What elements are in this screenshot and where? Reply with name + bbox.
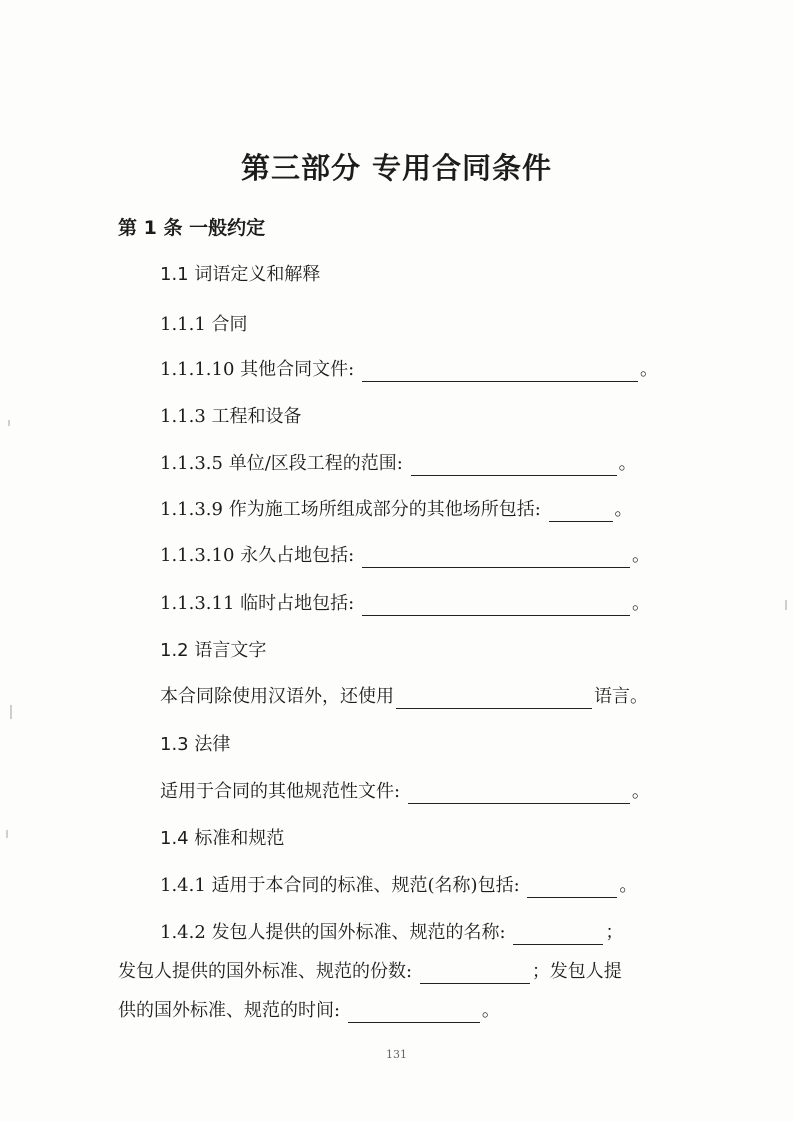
fill-blank[interactable] xyxy=(411,457,617,476)
clause-suffix: ；发包人提 xyxy=(531,961,622,982)
fill-blank[interactable] xyxy=(408,785,630,804)
clause-law xyxy=(160,780,650,804)
section-1-2-heading: 1.2 语言文字 xyxy=(160,640,267,661)
clause-label: 1.4.1 适用于本合同的标准、规范(名称)包括: xyxy=(160,875,520,896)
article-heading: 第 1 条 一般约定 xyxy=(118,217,266,239)
fill-blank[interactable] xyxy=(420,965,530,984)
section-1-1-1-heading: 1.1.1 合同 xyxy=(160,314,248,335)
fill-blank[interactable] xyxy=(549,503,613,522)
period-mark: 。 xyxy=(631,781,650,802)
scan-speck xyxy=(8,420,10,426)
clause-label: 适用于合同的其他规范性文件: xyxy=(160,781,401,802)
clause-label: 1.1.3.10 永久占地包括: xyxy=(160,545,355,566)
clause-1-4-1 xyxy=(160,874,637,898)
fill-blank[interactable] xyxy=(362,549,630,568)
clause-label: 发包人提供的国外标准、规范的份数: xyxy=(118,961,413,982)
scan-speck xyxy=(6,830,8,838)
period-mark: 。 xyxy=(618,453,637,474)
section-1-4-heading: 1.4 标准和规范 xyxy=(160,828,285,849)
period-mark: 。 xyxy=(631,545,650,566)
clause-1-1-1-10 xyxy=(160,358,658,382)
section-1-1-heading: 1.1 词语定义和解释 xyxy=(160,264,321,285)
clause-label: 1.1.3.9 作为施工场所组成部分的其他场所包括: xyxy=(160,499,541,520)
period-mark: 。 xyxy=(639,359,658,380)
page-number: 131 xyxy=(386,1048,407,1061)
clause-1-4-2-line3 xyxy=(118,999,500,1023)
fill-blank[interactable] xyxy=(348,1004,480,1023)
period-mark: 。 xyxy=(619,875,638,896)
period-mark: 。 xyxy=(631,593,650,614)
period-mark: 。 xyxy=(614,499,633,520)
clause-label: 本合同除使用汉语外，还使用 xyxy=(160,686,394,707)
fill-blank[interactable] xyxy=(362,363,638,382)
fill-blank[interactable] xyxy=(362,597,630,616)
clause-label: 1.1.1.10 其他合同文件: xyxy=(160,359,355,380)
clause-suffix: 语言。 xyxy=(594,686,648,707)
period-mark: 。 xyxy=(481,1000,500,1021)
fill-blank[interactable] xyxy=(513,926,603,945)
clause-1-4-2-line1 xyxy=(160,921,623,945)
clause-language xyxy=(160,685,648,709)
section-1-3-heading: 1.3 法律 xyxy=(160,734,231,755)
clause-1-1-3-5 xyxy=(160,452,637,476)
page-title: 第三部分 专用合同条件 xyxy=(240,151,553,185)
semicolon-mark: ； xyxy=(605,922,624,943)
clause-1-1-3-10 xyxy=(160,544,650,568)
section-1-1-3-heading: 1.1.3 工程和设备 xyxy=(160,406,302,427)
clause-label: 1.1.3.5 单位/区段工程的范围: xyxy=(160,453,403,474)
fill-blank[interactable] xyxy=(527,879,617,898)
clause-1-1-3-9 xyxy=(160,498,633,522)
clause-1-4-2-line2 xyxy=(118,960,622,984)
clause-1-1-3-11 xyxy=(160,592,650,616)
scan-speck xyxy=(10,705,12,719)
clause-label: 1.1.3.11 临时占地包括: xyxy=(160,593,355,614)
fill-blank[interactable] xyxy=(396,690,592,709)
clause-label: 供的国外标准、规范的时间: xyxy=(118,1000,341,1021)
scan-speck xyxy=(785,600,787,610)
clause-label: 1.4.2 发包人提供的国外标准、规范的名称: xyxy=(160,922,506,943)
